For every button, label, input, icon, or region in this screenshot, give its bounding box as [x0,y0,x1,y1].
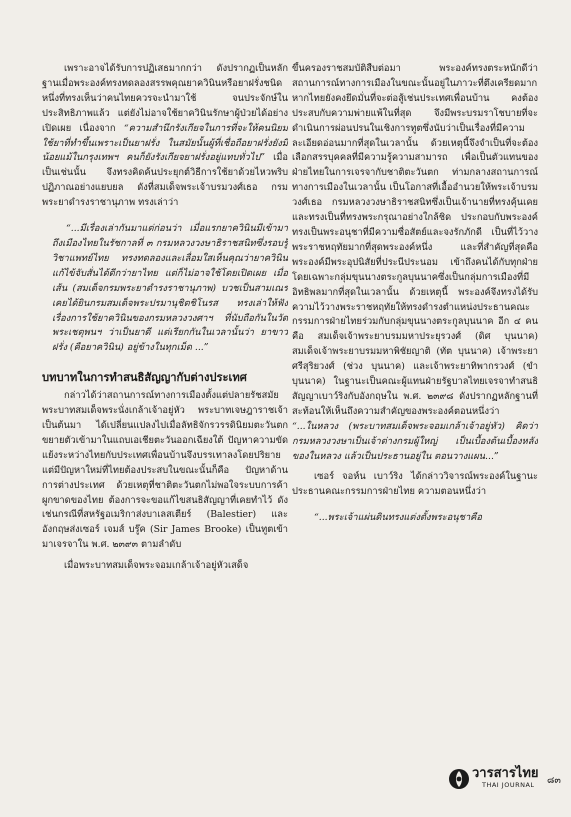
right-column [292,62,538,712]
right-inline-quote: “...ในหลวง (พระบาทสมเด็จพระจอมเกล้าเจ้าอยู่หัว) คิดว่า กรมหลวงวงษาเป็นเจ้าต่างกรมผู้ใหญ่ เป็นเบื้องต้นเบื้องหลังของในหลวง แล้วเป็นประธานอยู่ใน ตอนวางแผน...” [292,420,538,462]
left-paragraph-3: เมื่อพระบาทสมเด็จพระจอมเกล้าเจ้าอยู่หัวเสด็จ [64,560,249,572]
spacer [42,356,288,362]
journal-emblem-icon [448,768,470,790]
left-column [42,62,288,762]
block-quote-text: “...มีเรื่องเล่ากันมาแต่ก่อนว่า เมื่อแรกยาควินินมีเข้ามาถึงเมืองไทยในรัชกาลที่ ๓ กรมหลวงวงษาธิราชสนิทซึ่งรอบรู้วิชาแพทย์ไทย ทรงทดลองและเลื่อมใสเห็นคุณว่ายาควินินแก้ไข้จับสั่นได้ดีกว่ายาไทย แต่ก็ไม่อาจใช้โดยเปิดเผย เมื่อเส้น (สมเด็จกรมพระยาดำรงราชานุภาพ) บวชเป็นสามเณร เคยได้ยินกรมสมเด็จพระปรมานุชิตชิโนรส ทรงเล่าให้ฟังเรื่องการใช้ยาควินินของกรมหลวงวงศาฯ ที่นับถือกันในวัดพระเชตุพนฯ ว่าเป็นยาดี แต่เรียกกันในเวลานั้นว่า ยาขาวฝรั่ง (คือยาควินิน) อยู่ข้างในทุกเม็ด ...” [52,223,288,354]
left-paragraph-1-inline-quote: “ความสำนึกรังเกียจในการที่จะให้คนนิยมใช้ยาที่ทำขึ้นเพราะเป็นยาฝรั่ง ในสมัยนั้นผู้ที่เชื่อถือยาฝรั่งยังมีน้อยแม้ในกรุงเทพฯ คนก็ยังรังเกียจยาฝรั่งอยู่แทบทั่วไป” [42,122,288,164]
spacer [292,500,538,511]
left-paragraph-1-text: เพราะอาจได้รับการปฏิเสธมากกว่า ดังปรากฏเป็นหลักฐานเมื่อพระองค์ทรงทดลองสรรพคุณยาควินินหรือยาฝรั่งชนิดหนึ่งที่ทรงเห็นว่าคนไทยควรจะนำมาใช้ จนประจักษ์ในประสิทธิภาพแล้ว แต่ยังไม่อาจใช้ยาควินินรักษาผู้ป่วยได้อย่างเปิดเผย เนื่องจาก [42,63,288,134]
journal-logo-subtitle: THAI JOURNAL [482,781,535,789]
left-paragraph-2: กล่าวได้ว่าสถานการณ์ทางการเมืองตั้งแต่ปลายรัชสมัยพระบาทสมเด็จพระนั่งเกล้าเจ้าอยู่หัว พระบาทเจษฎาราชเจ้า เป็นต้นมา ได้เปลี่ยนแปลงไปเมื่อลัทธิจักรวรรดินิยมตะวันตกขยายตัวเข้ามาในแถบเอเชียตะวันออกเฉียงใต้ ปัญหาความขัดแย้งระหว่างไทยกับประเทศเพื่อนบ้านจึงบรรเทาลงโดยปริยาย แต่มีปัญหาใหม่ที่ไทยต้องประสบในขณะนั้นก็คือ ปัญหาด้านการต่างประเทศ ด้วยเหตุที่ชาติตะวันตกไม่พอใจระบบการค้าผูกขาดของไทย ต้องการจะขอแก้ไขสนธิสัญญาที่เคยทำไว้ ดังเช่นกรณีที่สหรัฐอเมริกาส่งบาเลสเตียร์ (Balestier) และอังกฤษส่งเซอร์ เจมส์ บรู๊ค (Sir James Brooke) เป็นทูตเข้ามาเจรจาใน พ.ศ. ๒๓๙๓ ตามลำดับ [42,390,288,551]
left-paragraph-1 [42,62,288,211]
right-paragraph-1-text: ขึ้นครองราชสมบัติสืบต่อมา พระองค์ทรงตระหนักดีว่าสถานการณ์ทางการเมืองในขณะนั้นอยู่ในภาวะที่ตึงเครียดมาก หากไทยยังคงยึดมั่นที่จะต่อสู้เช่นประเทศเพื่อนบ้าน คงต้องประสบกับความพ่ายแพ้ในที่สุด จึงมีพระบรมราโชบายที่จะดำเนินการผ่อนปรนในเชิงการทูตซึ่งนับว่าเป็นเรื่องที่มีความละเอียดอ่อนมากที่สุดในเวลานั้น ด้วยเหตุนี้จึงจำเป็นที่จะต้องเลือกสรรบุคคลที่มีความรู้ความสามารถ เพื่อเป็นตัวแทนของฝ่ายไทยในการเจรจากับชาติตะวันตก ท่ามกลางสถานการณ์ทางการเมืองในเวลานั้น เป็นโอกาสที่เอื้ออำนวยให้พระเจ้าบรมวงศ์เธอ กรมหลวงวงษาธิราชสนิทซึ่งเป็นเจ้านายที่ทรงคุ้นเคยและทรงเป็นที่ทรงพระกรุณาอย่างใกล้ชิด ประกอบกับพระองค์ทรงเป็นพระอนุชาที่มีความซื่อสัตย์และจงรักภักดี เป็นที่ไว้วางพระราชหฤทัยมากที่สุดพระองค์หนึ่ง และที่สำคัญที่สุดคือ พระองค์มีพระอุปนิสัยที่ประนีประนอม เข้าถึงคนได้กับทุกฝ่าย โดยเฉพาะกลุ่มขุนนางตระกูลบุนนาคซึ่งเป็นกลุ่มการเมืองที่มีอิทธิพลมากที่สุดในเวลานั้น ด้วยเหตุนี้ พระองค์จึงทรงได้รับความไว้วางพระราชหฤทัยให้ทรงดำรงตำแหน่งประธานคณะกรรมการฝ่ายไทยร่วมกับกลุ่มขุนนางตระกูลบุนนาค อีก ๔ คน คือ สมเด็จเจ้าพระยาบรมมหาประยุรวงศ์ (ดิศ บุนนาค) สมเด็จเจ้าพระยาบรมมหาพิชัยญาติ (ทัต บุนนาค) เจ้าพระยาศรีสุริยวงศ์ (ช่วง บุนนาค) และเจ้าพระยาทิพากรวงศ์ (ขำ บุนนาค) ในฐานะเป็นคณะผู้แทนฝ่ายรัฐบาลไทยเจรจาทำสนธิสัญญาเบาว์ริงกับอังกฤษใน พ.ศ. ๒๓๙๘ ดังปรากฏหลักฐานที่สะท้อนให้เห็นถึงความสำคัญของพระองค์ตอนหนึ่งว่า [292,63,538,417]
right-paragraph-1 [292,62,538,464]
journal-logo [448,766,542,792]
page-number: ๘๓ [547,775,561,786]
section-heading: บทบาทในการทำสนธิสัญญากับต่างประเทศ [42,371,247,385]
left-paragraph-1-continuation: เมื่อเป็นเช่นนั้น จึงทรงคิดค้นประยุกต์วิธีการใช้ยาด้วยไหวพริบปฏิภาณอย่างแยบยล ดังที่สมเด็จพระเจ้าบรมวงศ์เธอ กรมพระยาดำรงราชานุภาพ ทรงเล่าว่า [42,152,288,209]
spacer [42,211,288,222]
right-quote-start-text: “...พระเจ้าแผ่นดินทรงแต่งตั้งพระอนุชาคือ [314,512,482,524]
right-quote-start [292,511,538,526]
right-paragraph-2: เซอร์ จอห์น เบาว์ริง ได้กล่าววิจารณ์พระองค์ในฐานะประธานคณะกรรมการฝ่ายไทย ความตอนหนึ่งว่า [292,471,538,498]
journal-logo-title: วารสารไทย [472,766,539,781]
block-quote [42,222,288,356]
